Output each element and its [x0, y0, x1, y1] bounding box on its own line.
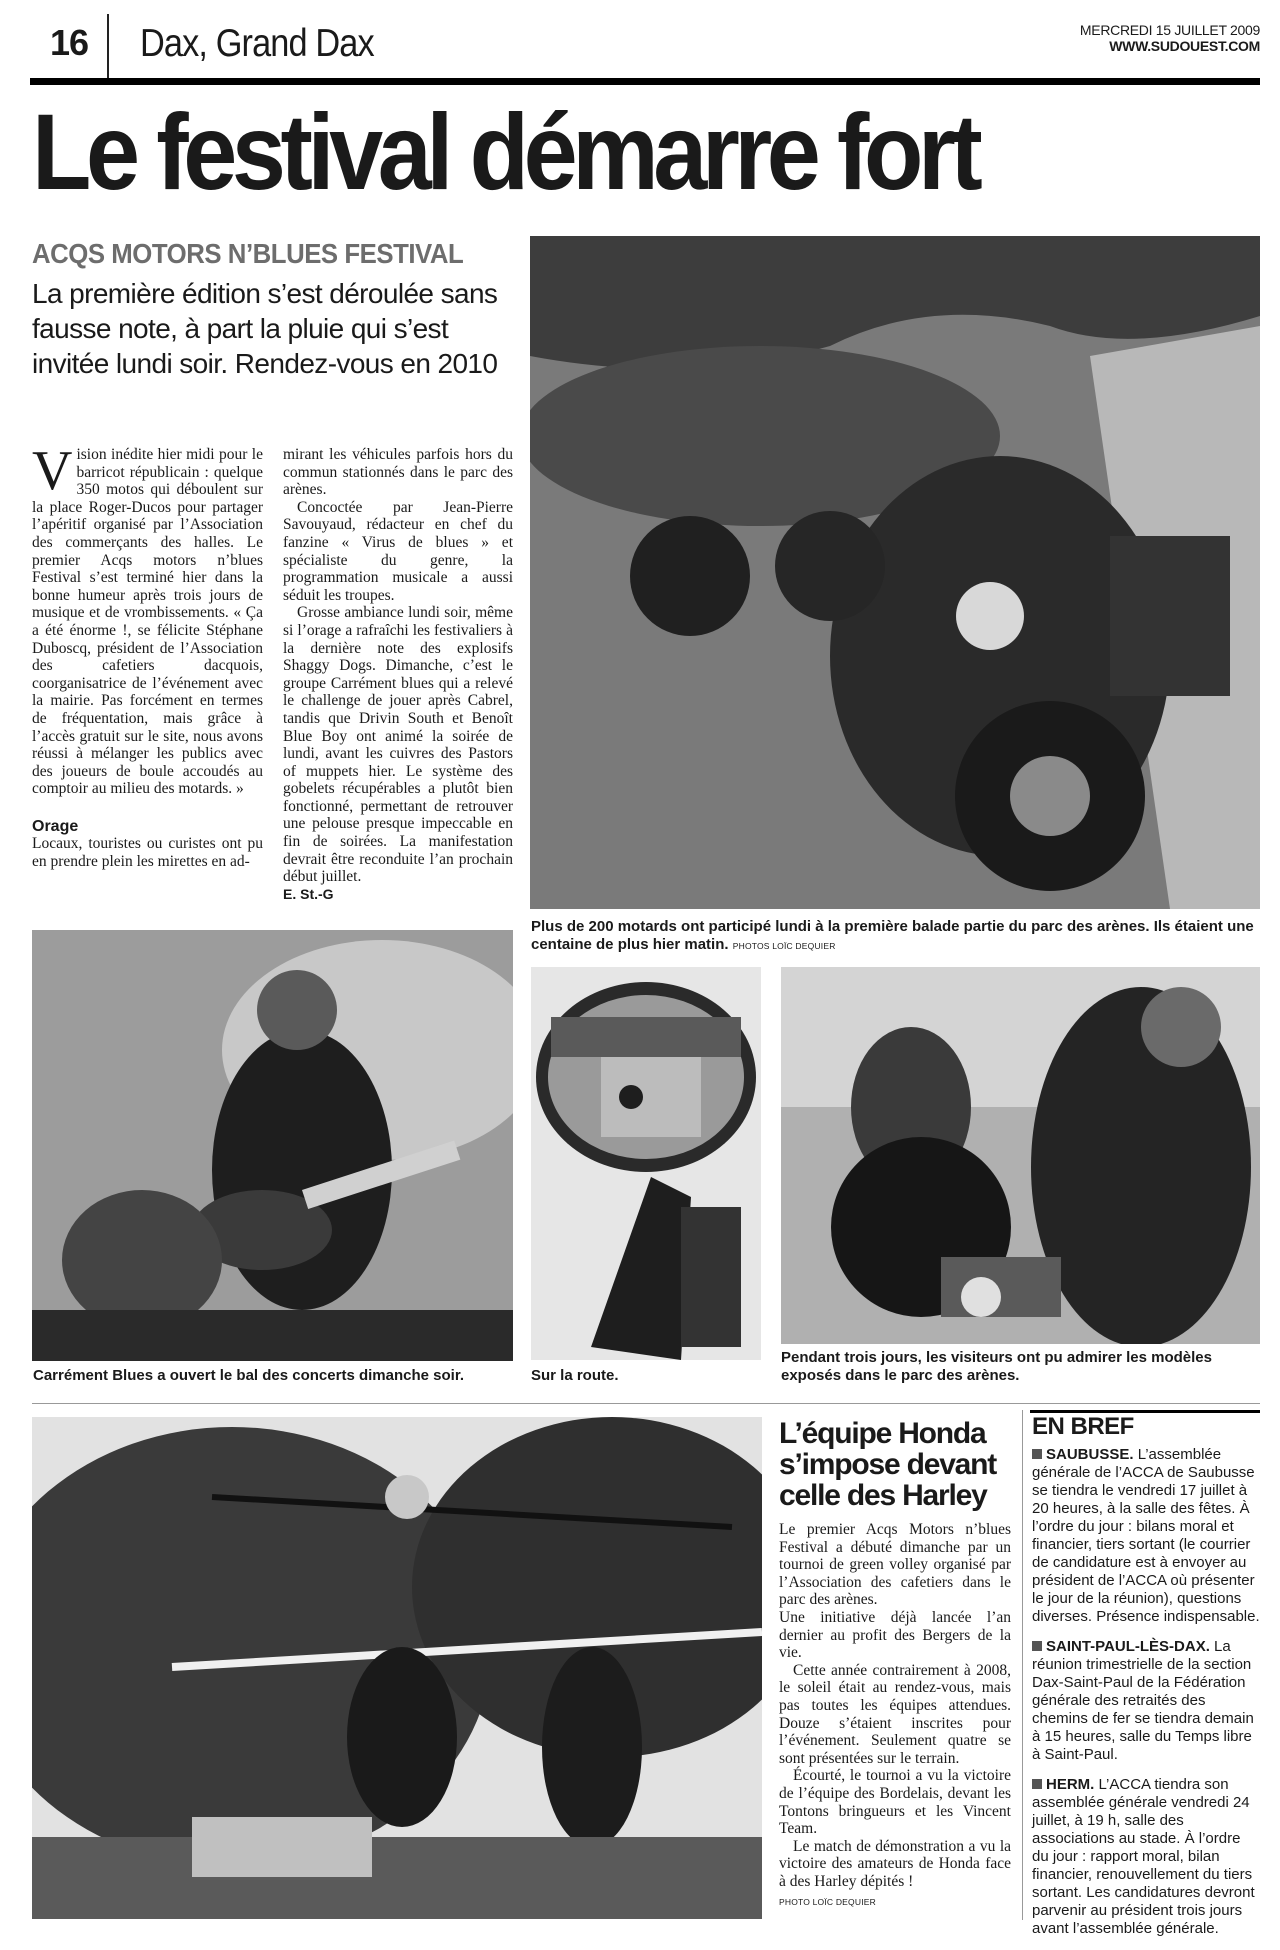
- bikers-caption: [531, 918, 1261, 955]
- brief-text: L’ACCA tiendra son assemblée générale vendredi 24 juillet, à 19 h, salle des associations au stade. À l’ordre du jour : rapport moral, bilan financier, renouvellement du tiers sortant. Les candidatures devront parvenir au président trois jours avant l’assemblée générale.: [1032, 1776, 1255, 1937]
- brief-place: SAINT-PAUL-LÈS-DAX.: [1046, 1638, 1210, 1655]
- visitors-caption: Pendant trois jours, les visiteurs ont pu admirer les modèles exposés dans le parc des arènes.: [781, 1349, 1212, 1384]
- mirror-caption: Sur la route.: [531, 1367, 619, 1384]
- concert-photo: [32, 930, 513, 1361]
- volley-paragraph: Écourté, le tournoi a vu la victoire de l’équipe des Bordelais, devant les Tontons bringueurs et les Vincent Team.: [779, 1767, 1011, 1838]
- brief-text: L’assemblée générale de l’ACCA de Saubusse se tiendra le vendredi 17 juillet à 20 heures, à la salle des fêtes. À l’ordre du jour : bilans moral et financier, tiers sortant (le courrier de candidature est à envoyer au président de l’ACCA où présenter le jour de la réunion), questions diverses. Présence indispensable.: [1032, 1446, 1260, 1625]
- article-paragraph: Concoctée par Jean-Pierre Savouyaud, rédacteur en chef du fanzine « Virus de blues » et spécialiste du genre, la programmation musicale a aussi séduit les troupes.: [283, 498, 513, 604]
- volley-article: [779, 1521, 1011, 1912]
- brief-place: SAUBUSSE.: [1046, 1446, 1134, 1463]
- volley-paragraph: Le match de démonstration a vu la victoire des amateurs de Honda face à des Harley dépités !: [779, 1837, 1011, 1890]
- volley-title: L’équipe Honda s’impose devant celle des Harley: [779, 1417, 997, 1512]
- brief-list: [1032, 1446, 1260, 1950]
- volley-paragraph: Le premier Acqs Motors n’blues Festival a débuté dimanche par un tournoi de green volley organisé par l’Association des cafetiers dans le parc des arènes.: [779, 1521, 1011, 1609]
- square-bullet-icon: [1032, 1449, 1042, 1459]
- square-bullet-icon: [1032, 1641, 1042, 1651]
- article-column-2: [283, 446, 513, 903]
- square-bullet-icon: [1032, 1779, 1042, 1789]
- brief-item: [1032, 1776, 1260, 1938]
- brief-title: EN BREF: [1032, 1413, 1134, 1440]
- header-website: WWW.SUDOUEST.COM: [1109, 38, 1260, 54]
- article-paragraph: ision inédite hier midi pour le barricot républicain : quelque 350 motos qui déboulent sur la place Roger-Ducos pour partager l’apéritif organisé par l’Association des commerçants des halles. Le premier Acqs motors n’blues Festival s’est terminé hier dans la bonne humeur après trois jours de musique et de vrombissements. « Ça a été énorme !, se félicite Stéphane Duboscq, président de l’Association des cafetiers dacquois, coorganisatrice de l’événement avec la mairie. Pas forcément en termes de fréquentation, mais grâce à l’accès gratuit sur le site, nous avons réussi à mélanger les publics avec des joueurs de boule accoudés au comptoir au milieu des motards. »: [32, 446, 263, 798]
- bikers-photo: [530, 236, 1260, 909]
- article-byline: E. St.-G: [283, 885, 334, 902]
- headline: Le festival démarre fort: [32, 91, 978, 212]
- brief-item: [1032, 1638, 1260, 1764]
- volley-paragraph: Cette année contrairement à 2008, le soleil était au rendez-vous, mais pas toutes les équipes attendues. Douze s’étaient inscrites pour l’événement. Seulement quatre se sont présentées sur le terrain.: [779, 1661, 1011, 1767]
- article-paragraph: Locaux, touristes ou curistes ont pu en prendre plein les mirettes en ad-: [32, 835, 263, 871]
- concert-caption: Carrément Blues a ouvert le bal des concerts dimanche soir.: [33, 1367, 464, 1384]
- brief-text: La réunion trimestrielle de la section Dax-Saint-Paul de la Fédération générale des retraités des chemins de fer se tiendra demain à 15 heures, salle du Temps libre à Saint-Paul.: [1032, 1638, 1254, 1763]
- section-rule: [32, 1403, 1260, 1404]
- brief-divider: [1022, 1410, 1023, 1920]
- header-rule: [30, 78, 1260, 85]
- deck: La première édition s’est déroulée sans fausse note, à part la pluie qui s’est invitée lundi soir. Rendez-vous en 2010: [32, 278, 498, 379]
- page-number: 16: [50, 22, 89, 63]
- kicker: ACQS MOTORS N’BLUES FESTIVAL: [32, 238, 464, 269]
- brief-place: HERM.: [1046, 1776, 1095, 1793]
- article-paragraph: mirant les véhicules parfois hors du commun stationnés dans le parc des arènes.: [283, 446, 513, 499]
- bikers-photo-credit: PHOTOS LOÏC DEQUIER: [732, 941, 836, 951]
- volley-photo: [32, 1417, 762, 1919]
- bikers-caption-text: Plus de 200 motards ont participé lundi à la première balade partie du parc des arènes. Ils étaient une centaine de plus hier matin.: [531, 918, 1254, 953]
- drop-cap: V: [32, 440, 73, 502]
- article-paragraph: Grosse ambiance lundi soir, même si l’orage a rafraîchi les festivaliers à la dernière note des explosifs Shaggy Dogs. Dimanche, c’est le groupe Carrément blues qui a relevé le challenge de jouer après Cabrel, tandis que Drivin South et Benoît Blue Boy ont animé la soirée de lundi, avant les cuivres des Pastors of muppets hier. Le système des gobelets récupérables a plutôt bien fonctionné, permettant de retrouver une pelouse presque impeccable en fin de soirées. La manifestation devrait être reconduite l’an prochain début juillet.: [283, 604, 513, 886]
- article-column-1: [32, 440, 263, 871]
- visitors-photo: [781, 967, 1260, 1344]
- brief-item: [1032, 1446, 1260, 1626]
- article-subhead: Orage: [32, 817, 79, 835]
- section-title: Dax, Grand Dax: [140, 22, 374, 65]
- header-divider: [107, 14, 109, 80]
- volley-photo-credit: PHOTO LOÏC DEQUIER: [779, 1897, 876, 1908]
- mirror-photo: [531, 967, 761, 1360]
- volley-paragraph: Une initiative déjà lancée l’an dernier au profit des Bergers de la vie.: [779, 1608, 1011, 1662]
- header-date: MERCREDI 15 JUILLET 2009: [1079, 22, 1260, 38]
